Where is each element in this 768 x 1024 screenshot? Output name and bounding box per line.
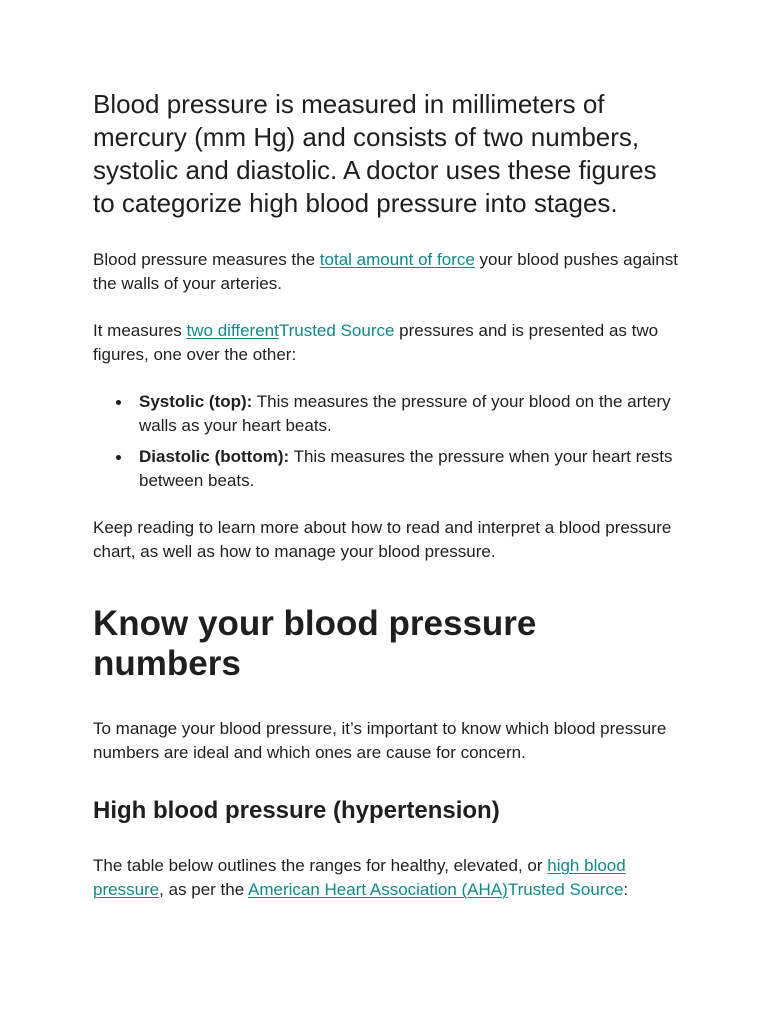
pressure-list (93, 390, 678, 493)
paragraph-text: It measures (93, 321, 187, 340)
paragraph-text: : (623, 880, 629, 899)
list-item-term: Systolic (top): (139, 392, 253, 411)
trusted-source-label[interactable]: Trusted Source (507, 880, 624, 899)
two-different-link[interactable]: two different (186, 321, 279, 340)
subsection-heading: High blood pressure (hypertension) (93, 797, 500, 824)
aha-link[interactable]: American Heart Association (AHA) (247, 880, 508, 899)
paragraph-force (93, 248, 678, 296)
paragraph-table-intro (93, 854, 678, 902)
list-item-text: This measures the pressure of your blood on the artery walls as your heart beats. (139, 392, 671, 435)
paragraph-text: , as per the (159, 880, 248, 899)
trusted-source-label[interactable]: Trusted Source (278, 321, 395, 340)
paragraph-manage: To manage your blood pressure, it’s important to know which blood pressure numbers are ideal and which ones are cause for concern. (93, 719, 667, 762)
paragraph-text: Blood pressure measures the (93, 250, 320, 269)
intro-summary: Blood pressure is measured in millimeters of mercury (mm Hg) and consists of two numbers, systolic and diastolic. A doctor uses these figures to categorize high blood pressure into stages. (93, 89, 657, 218)
list-item-term: Diastolic (bottom): (139, 447, 290, 466)
list-item-text: This measures the pressure when your heart rests between beats. (139, 447, 673, 490)
paragraph-text: your blood pushes against the walls of your arteries. (93, 250, 678, 293)
high-blood-pressure-link[interactable]: high blood pressure (93, 856, 626, 899)
paragraph-text: pressures and is presented as two figures, one over the other: (93, 321, 659, 364)
total-force-link[interactable]: total amount of force (319, 250, 475, 269)
paragraph-text: The table below outlines the ranges for healthy, elevated, or (93, 856, 548, 875)
bullet-dot-icon (116, 400, 121, 405)
section-heading: Know your blood pressure numbers (93, 604, 537, 683)
paragraph-keep-reading: Keep reading to learn more about how to read and interpret a blood pressure chart, as well as how to manage your blood pressure. (93, 518, 672, 561)
bullet-dot-icon (116, 455, 121, 460)
list-item-diastolic (139, 445, 678, 493)
paragraph-two-pressures (93, 319, 678, 367)
list-item-systolic (139, 390, 678, 438)
